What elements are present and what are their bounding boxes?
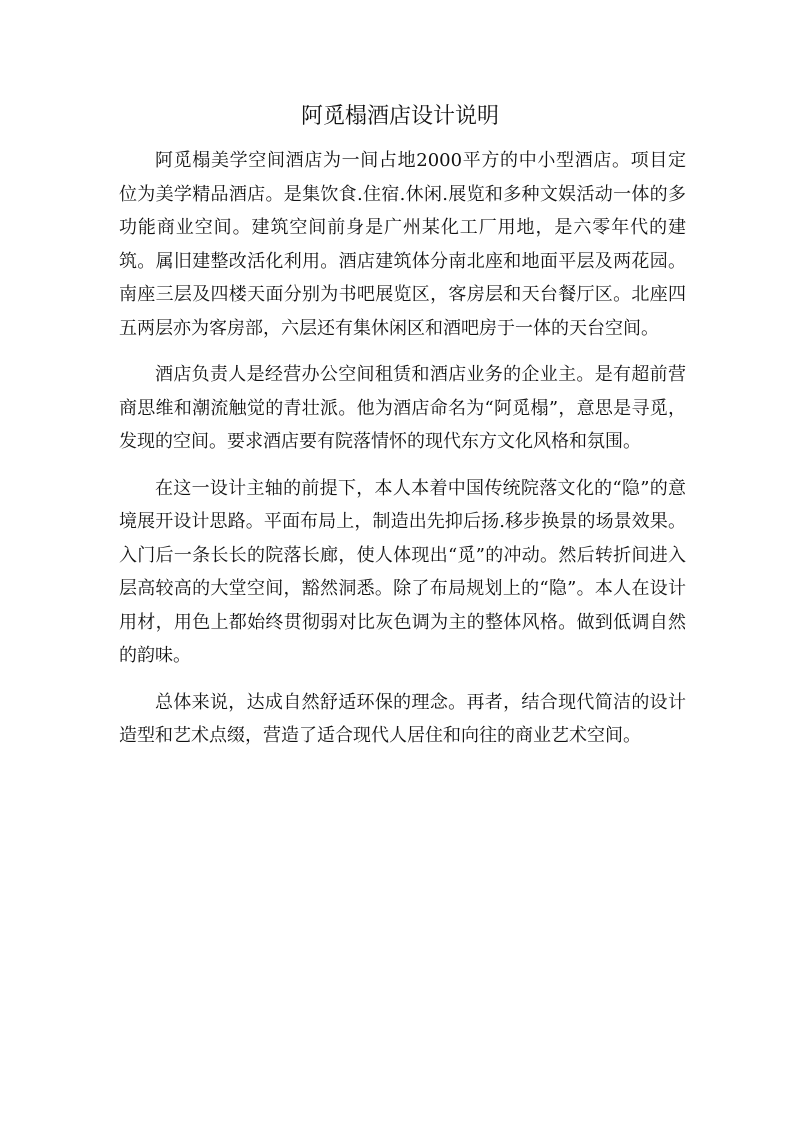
document-body bbox=[119, 144, 686, 766]
paragraph-project-overview: 阿觅榻美学空间酒店为一间占地2000平方的中小型酒店。项目定位为美学精品酒店。是集饮食.住宿.休闲.展览和多种文娱活动一体的多功能商业空间。建筑空间前身是广州某化工厂用地，是六零年代的建筑。属旧建整改活化利用。酒店建筑体分南北座和地面平层及两花园。南座三层及四楼天面分别为书吧展览区，客房层和天台餐厅区。北座四五两层亦为客房部，六层还有集休闲区和酒吧房于一体的天台空间。 bbox=[119, 150, 686, 339]
document-title: 阿觅榻酒店设计说明 bbox=[300, 104, 499, 129]
paragraph-client-requirements: 酒店负责人是经营办公空间租赁和酒店业务的企业主。是有超前营商思维和潮流触觉的青壮派。他为酒店命名为“阿觅榻”，意思是寻觅，发现的空间。要求酒店要有院落情怀的现代东方文化风格和氛围。 bbox=[119, 364, 686, 452]
paragraph-design-concept: 在这一设计主轴的前提下，本人本着中国传统院落文化的“隐”的意境展开设计思路。平面布局上，制造出先抑后扬.移步换景的场景效果。入门后一条长长的院落长廊，使人体现出“觅”的冲动。然后转折间进入层高较高的大堂空间，豁然洞悉。除了布局规划上的“隐”。本人在设计用材，用色上都始终贯彻弱对比灰色调为主的整体风格。做到低调自然的韵味。 bbox=[119, 477, 686, 666]
paragraph-summary: 总体来说，达成自然舒适环保的理念。再者，结合现代简洁的设计造型和艺术点缀，营造了适合现代人居住和向往的商业艺术空间。 bbox=[119, 691, 686, 746]
